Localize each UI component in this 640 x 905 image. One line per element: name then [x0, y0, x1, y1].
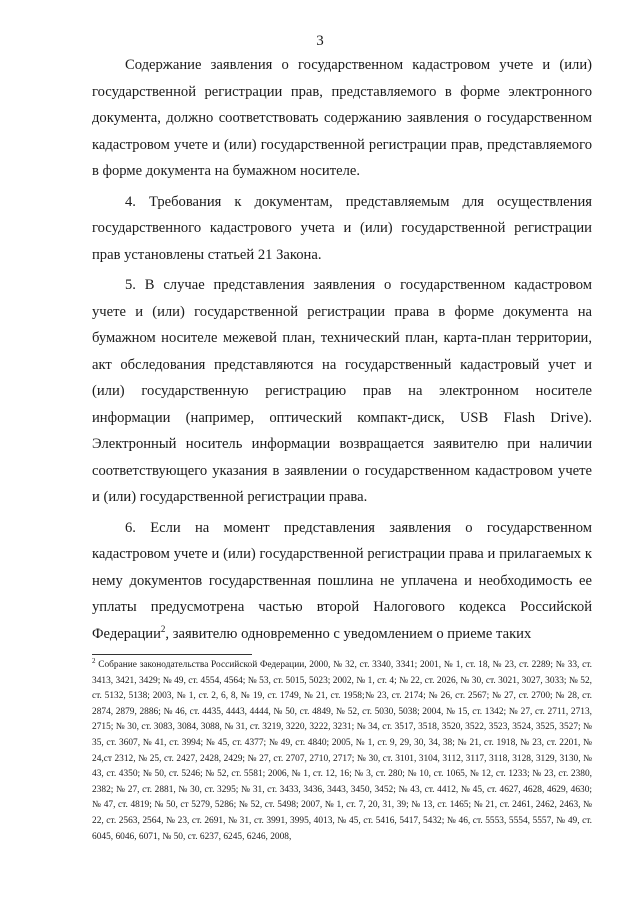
- footnote-mark: 2: [92, 656, 96, 665]
- paragraph-6-text-before: 6. Если на момент представления заявления о государственном кадастровом учете и (или) государственной регистрации права и прилагаемых к нему документов государственная пошлина не уплачена и необходимость ее уплаты предусмотрена частью второй Налогового кодекса Российской Федерации: [92, 519, 592, 642]
- page-number: 3: [316, 33, 324, 49]
- paragraph-electronic-form: Содержание заявления о государственном кадастровом учете и (или) государственной регистрации прав, представляемого в форме электронного документа, должно соответствовать содержанию заявления о государственном кадастровом учете и (или) государственной регистрации прав, представляемого в форме документа на бумажном носителе.: [92, 57, 592, 179]
- paragraph-6-text-after: , заявителю одновременно с уведомлением о приеме таких: [165, 625, 532, 642]
- footnote-2: [92, 658, 592, 845]
- paragraph-6-state-duty: [92, 515, 592, 648]
- footnote-text: Собрание законодательства Российской Федерации, 2000, № 32, ст. 3340, 3341; 2001, № 1, ст. 18, № 23, ст. 2289; № 33, ст. 3413, 3421, 3429; № 49, ст. 4554, 4564; № 53, ст. 5015, 5023; 2002, № 1, ст. 4; № 22, ст. 2026, № 30, ст. 3021, 3027, 3033; № 52, ст. 5132, 5138; 2003, № 1, ст. 2, 6, 8, № 19, ст. 1749, № 21, ст. 1958;№ 23, ст. 2174; № 26, ст. 2567; № 27, ст. 2700; № 28, ст. 2874, 2879, 2886; № 46, ст. 4435, 4443, 4444, № 50, ст. 4849, № 52, ст. 5030, 5038; 2004, № 15, ст. 1342; № 27, ст. 2711, 2713, 2715; № 30, ст. 3083, 3084, 3088, № 31, ст. 3219, 3220, 3222, 3231; № 34, ст. 3517, 3518, 3520, 3522, 3523, 3524, 3525, 3527; № 35, ст. 3607, № 41, ст. 3994; № 45, ст. 4377; № 49, ст. 4840; 2005, № 1, ст. 9, 29, 30, 34, 38; № 21, ст. 1918, № 23, ст. 2201, № 24,ст 2312, № 25, ст. 2427, 2428, 2429; № 27, ст. 2707, 2710, 2717; № 30, ст. 3101, 3104, 3112, 3117, 3118, 3128, 3129, 3130, № 43, ст. 4350; № 50, ст. 5246; № 52, ст. 5581; 2006, № 1, ст. 12, 16; № 3, ст. 280; № 10, ст. 1065, № 12, ст. 1233; № 23, ст. 2380, 2382; № 27, ст. 2881, № 30, ст. 3295; № 31, ст. 3433, 3436, 3443, 3450, 3452; № 43, ст. 4412, № 45, ст. 4627, 4628, 4629, 4630; № 47, ст. 4819; № 50, ст 5279, 5286; № 52, ст. 5498; 2007, № 1, ст. 7, 20, 31, 39; № 13, ст. 1465; № 21, ст. 2461, 2462, 2463, № 22, ст. 2563, 2564, № 23, ст. 2691, № 31, ст. 3991, 3995, 4013, № 45, ст. 5416, 5417, 5432; № 46, ст. 5553, 5554, 5557, № 49, ст. 6045, 6046, 6071, № 50, ст. 6237, 6245, 6246, 2008,: [92, 660, 592, 842]
- document-body: [92, 52, 592, 647]
- footnote-separator: [92, 654, 252, 655]
- paragraph-5-electronic-media: 5. В случае представления заявления о государственном кадастровом учете и (или) государственной регистрации права в форме документа на бумажном носителе межевой план, технический план, карта-план территории, акт обследования представляются на государственный кадастровый учет и (или) государственную регистрацию прав на электронном носителе информации (например, оптический компакт-диск, USB Flash Drive). Электронный носитель информации возвращается заявителю при наличии соответствующего указания в заявлении о государственном кадастровом учете и (или) государственной регистрации права.: [92, 277, 592, 505]
- paragraph-4-document-requirements: 4. Требования к документам, представляемым для осуществления государственного кадастрового учета и (или) государственной регистрации прав установлены статьей 21 Закона.: [92, 193, 592, 263]
- footnote-reference[interactable]: 2: [160, 623, 166, 634]
